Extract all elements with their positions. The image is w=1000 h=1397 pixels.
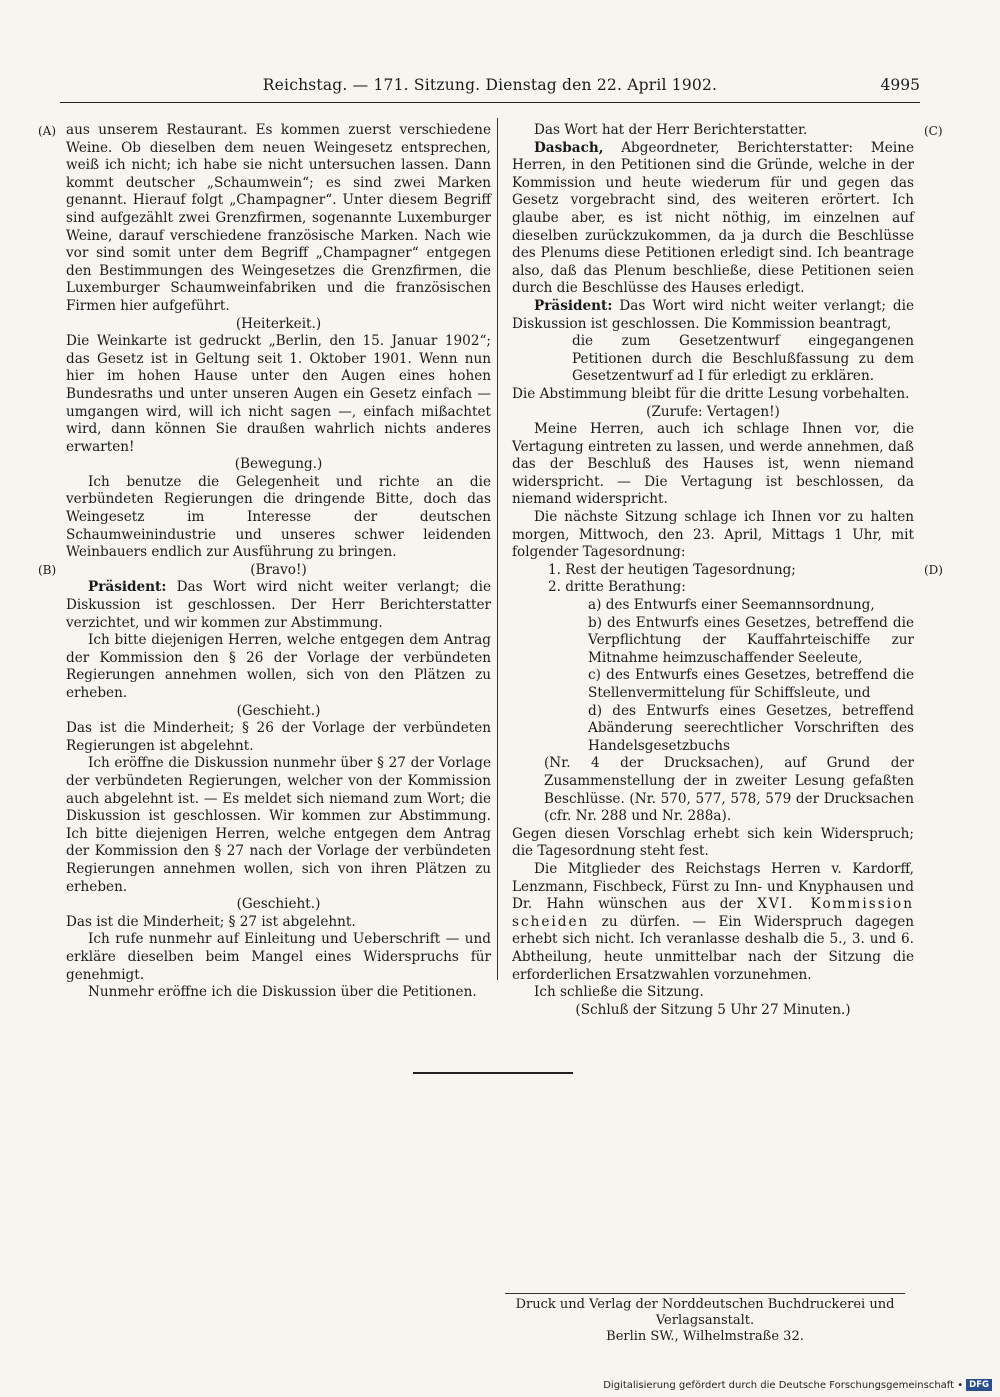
paragraph-text: Die Mitglieder des Reichstags Herren v. Kardorff, Lenzmann, Fischbeck, Fürst zu Inn- und Knyphausen und Dr. Hahn wünschen aus der bbox=[512, 860, 914, 913]
reaction: (Geschieht.) bbox=[236, 702, 321, 719]
agenda-subitem: c) des Entwurfs eines Gesetzes, betreffend die Stellenvermittelung für Schiffsleute, und bbox=[588, 667, 914, 701]
paragraph: Nunmehr eröffne ich die Diskussion über die Petitionen. bbox=[88, 984, 477, 1001]
paragraph: Ich rufe nunmehr auf Einleitung und Ueberschrift — und erkläre dieselben beim Mangel eines Widerspruchs für genehmigt. bbox=[66, 931, 491, 983]
paragraph: Das ist die Minderheit; § 26 der Vorlage der verbündeten Regierungen ist abgelehnt. bbox=[66, 720, 491, 754]
paragraph: aus unserem Restaurant. Es kommen zuerst verschiedene Weine. Ob dieselben dem neuen Weingesetz entsprechen, weiß ich nicht; ich habe sie nicht untersuchen lassen. Dann kommt deutscher „Schaumwein“; es sind zwei Marken genannt. Hierauf folgt „Champagner“. Unter diesem Begriff sind aufgezählt zwei Grenzfirmen, sogenannte Luxemburger Weine, darauf verschiedene französische Marken. Nach wie vor sind somit unter dem Begriff „Champagner“ entgegen den Bestimmungen des Weingesetzes die Grenzfirmen, die Luxemburger Schaumweinfabriken und die französischen Firmen hier aufgeführt. bbox=[66, 122, 491, 314]
imprint-line: Berlin SW., Wilhelmstraße 32. bbox=[606, 1329, 804, 1344]
paragraph: Meine Herren, auch ich schlage Ihnen vor, die Vertagung eintreten zu lassen, und werde annehmen, daß das der Beschluß des Hauses ist, wenn niemand widerspricht. — Die Vertagung ist beschlossen, da niemand widerspricht. bbox=[512, 421, 914, 508]
speech-text: Das Wort wird nicht weiter verlangt; die Diskussion ist geschlossen. Die Kommission beantragt, bbox=[512, 297, 914, 332]
reaction: (Geschieht.) bbox=[236, 896, 321, 913]
paragraph: Das ist die Minderheit; § 27 ist abgelehnt. bbox=[66, 913, 356, 930]
margin-marker-c: (C) bbox=[924, 124, 943, 138]
margin-marker-a: (A) bbox=[38, 124, 57, 138]
agenda-subitem: d) des Entwurfs eines Gesetzes, betreffend Abänderung seerechtlicher Vorschriften des Handelsgesetzbuchs bbox=[588, 702, 914, 754]
digitization-credit bbox=[603, 1379, 992, 1391]
page-number: 4995 bbox=[880, 76, 920, 94]
imprint-rule bbox=[505, 1293, 905, 1294]
agenda-subitem: b) des Entwurfs eines Gesetzes, betreffend die Verpflichtung der Kauffahrteischiffe zur Mitnahme heimzuschaffender Seeleute, bbox=[588, 614, 914, 666]
speaker-name: Präsident: bbox=[88, 579, 167, 596]
margin-marker-b: (B) bbox=[38, 563, 57, 577]
right-column bbox=[512, 122, 914, 1019]
left-column bbox=[66, 122, 491, 1002]
speech-paragraph bbox=[512, 298, 914, 333]
agenda-subitem: a) des Entwurfs einer Seemannsordnung, bbox=[588, 597, 875, 614]
paragraph: Das Wort hat der Herr Berichterstatter. bbox=[534, 122, 808, 138]
imprint-line: Druck und Verlag der Norddeutschen Buchdruckerei und Verlagsanstalt. bbox=[515, 1297, 895, 1328]
dfg-logo: DFG bbox=[966, 1379, 992, 1391]
agenda-item: 1. Rest der heutigen Tagesordnung; bbox=[548, 561, 796, 578]
speech-paragraph bbox=[512, 140, 914, 298]
end-rule bbox=[413, 1072, 573, 1074]
committee-name: XVI. Kommission scheiden bbox=[512, 896, 914, 930]
speaker-name: Präsident: bbox=[534, 297, 613, 314]
paragraph bbox=[512, 861, 914, 984]
reaction: (Schluß der Sitzung 5 Uhr 27 Minuten.) bbox=[575, 1001, 851, 1018]
reaction: (Zurufe: Vertagen!) bbox=[646, 403, 780, 420]
paragraph: Ich schließe die Sitzung. bbox=[534, 984, 704, 1001]
imprint bbox=[505, 1297, 905, 1345]
paragraph: Ich benutze die Gelegenheit und richte an die verbündeten Regierungen die dringende Bitte, doch das Weingesetz im Interesse der deutschen Schaumweinindustrie und unseres schwer leidenden Weinbauers endlich zur Ausführung zu bringen. bbox=[66, 473, 491, 561]
column-divider bbox=[497, 118, 498, 980]
speech-text: Abgeordneter, Berichterstatter: Meine Herren, in den Petitionen sind die Gründe, welche in der Kommission und heute wiederum für und gegen das Gesetz vorgebracht sind, des weiteren erörtert. Ich glaube aber, es ist nicht nöthig, im einzelnen auf dieselben zurückzukommen, da ja durch die Beschlüsse des Plenums diese Petitionen erledigt sind. Ich beantrage also, daß das Plenum beschließe, diese Petitionen seien durch die Beschlüsse des Hauses erledigt. bbox=[512, 139, 914, 297]
paragraph: Die Weinkarte ist gedruckt „Berlin, den 15. Januar 1902“; das Gesetz ist in Geltung seit 1. Oktober 1901. Wenn nun hier im hohen Hause unter den Augen eines hohen Bundesraths und unter unseren Augen ein Gesetz einfach — umgangen wird, will ich nicht sagen —, einfach mißachtet wird, dann können Sie draußen wahrlich nichts anderes erwarten! bbox=[66, 333, 491, 455]
margin-marker-d: (D) bbox=[924, 563, 943, 577]
speech-paragraph bbox=[66, 579, 491, 632]
header-title: Reichstag. — 171. Sitzung. Dienstag den 22. April 1902. bbox=[262, 76, 718, 94]
paragraph: Die nächste Sitzung schlage ich Ihnen vor zu halten morgen, Mittwoch, den 23. April, Mittags 1 Uhr, mit folgender Tagesordnung: bbox=[512, 509, 914, 561]
motion-text: die zum Gesetzentwurf eingegangenen Petitionen durch die Beschlußfassung zu dem Gesetzentwurf ad I für erledigt zu erklären. bbox=[572, 333, 914, 385]
header-rule bbox=[60, 102, 920, 103]
reaction: (Bravo!) bbox=[250, 561, 307, 578]
paragraph: Die Abstimmung bleibt für die dritte Lesung vorbehalten. bbox=[512, 385, 910, 402]
paragraph: Ich eröffne die Diskussion nunmehr über § 27 der Vorlage der verbündeten Regierungen, welcher von der Kommission auch abgelehnt ist. — Es meldet sich niemand zum Wort; die Diskussion ist geschlossen. Wir kommen zur Abstimmung. Ich bitte diejenigen Herren, welche entgegen dem Antrag der Kommission den § 27 nach der Vorlage der verbündeten Regierungen annehmen wollen, sich von ihren Plätzen zu erheben. bbox=[66, 755, 491, 895]
paragraph: Gegen diesen Vorschlag erhebt sich kein Widerspruch; die Tagesordnung steht fest. bbox=[512, 825, 914, 860]
reaction: (Bewegung.) bbox=[234, 456, 323, 473]
speech-text: Das Wort wird nicht weiter verlangt; die Diskussion ist geschlossen. Der Herr Berichterstatter verzichtet, und wir kommen zur Abstimmung. bbox=[66, 579, 491, 631]
reaction: (Heiterkeit.) bbox=[235, 315, 322, 332]
paragraph: Ich bitte diejenigen Herren, welche entgegen dem Antrag der Kommission den § 26 der Vorlage der verbündeten Regierungen annehmen wollen, sich von den Plätzen zu erheben. bbox=[66, 632, 491, 701]
agenda-note: (Nr. 4 der Drucksachen), auf Grund der Zusammenstellung der in zweiter Lesung gefaßten Beschlüsse. (Nr. 570, 577, 578, 579 der Drucksachen (cfr. Nr. 288 und Nr. 288a). bbox=[544, 755, 914, 825]
paragraph-text: zu dürfen. — Ein Widerspruch dagegen erhebt sich nicht. Ich veranlasse deshalb die 5., 3. und 6. Abtheilung, heute unmittelbar nach der Sitzung die erforderlichen Ersatzwahlen vorzunehmen. bbox=[512, 913, 914, 983]
agenda-item: 2. dritte Berathung: bbox=[548, 579, 686, 596]
running-header bbox=[60, 76, 920, 98]
credit-text: Digitalisierung gefördert durch die Deutsche Forschungsgemeinschaft • bbox=[603, 1379, 964, 1391]
speaker-name: Dasbach, bbox=[534, 139, 604, 156]
